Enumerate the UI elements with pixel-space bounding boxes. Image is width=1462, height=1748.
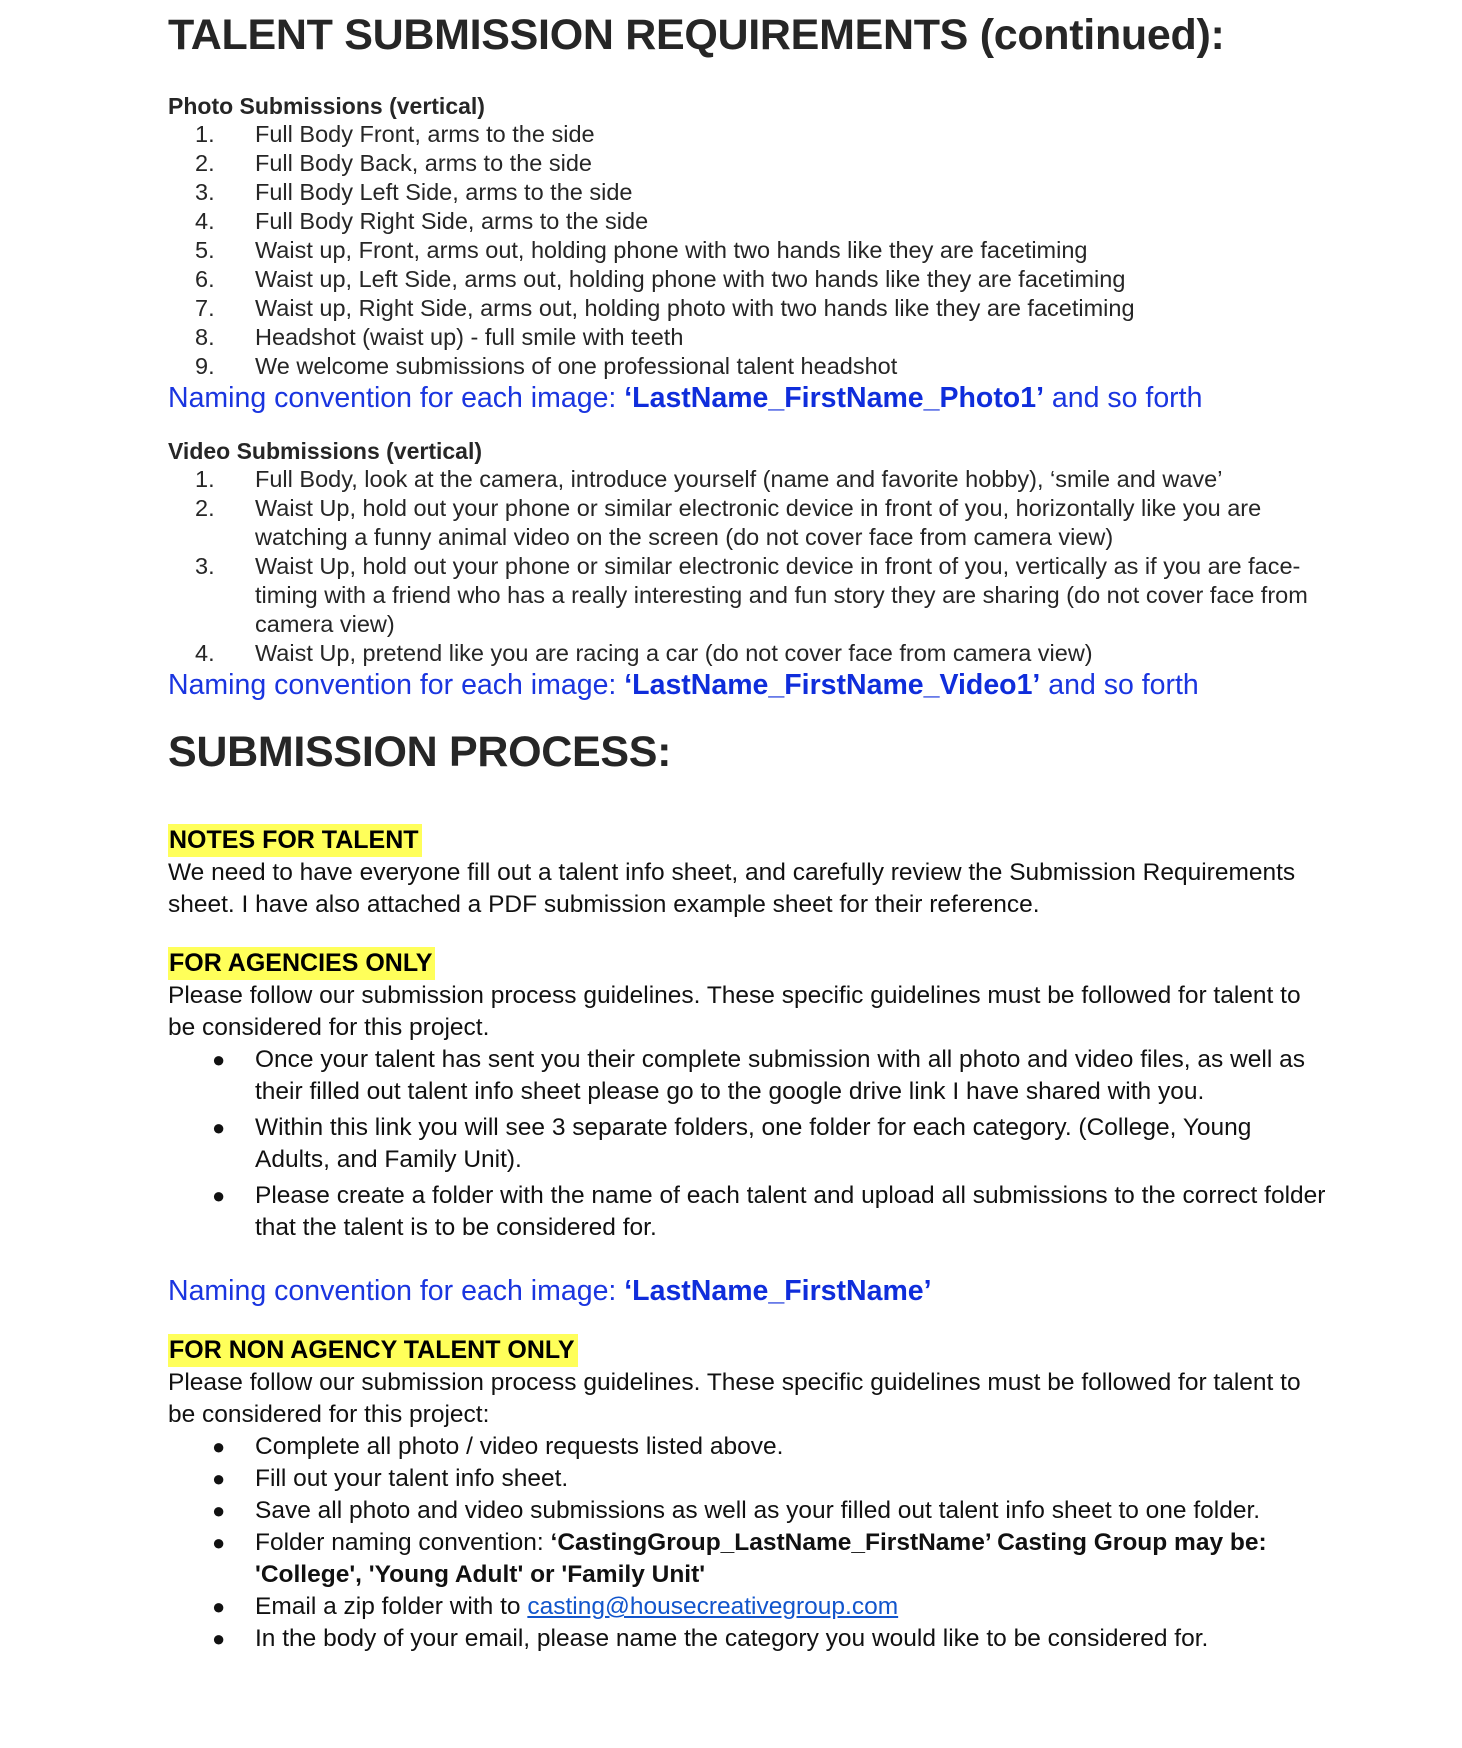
list-item-text: Fill out your talent info sheet. <box>255 1465 569 1492</box>
bullet-icon: ● <box>212 1434 226 1459</box>
list-item-text: Waist Up, hold out your phone or similar electronic device in front of you, vertically as if you are face-timing with a friend who has a really interesting and fun story they are sharing (do not cover face from camera view) <box>255 553 1308 637</box>
list-item-text: Waist Up, hold out your phone or similar electronic device in front of you, horizontally like you are watching a funny animal video on the screen (do not cover face from camera view) <box>255 495 1262 550</box>
list-item-number: 1. <box>195 466 215 492</box>
list-item-number: 4. <box>195 208 215 234</box>
list-item-text: Email a zip folder with to <box>255 1593 528 1620</box>
list-item <box>168 236 1328 265</box>
list-item-number: 2. <box>195 150 215 176</box>
list-item-text: Full Body Left Side, arms to the side <box>255 179 633 205</box>
page-title: TALENT SUBMISSION REQUIREMENTS (continued): <box>168 11 1225 59</box>
submission-process-title: SUBMISSION PROCESS: <box>168 728 672 776</box>
list-item <box>168 265 1328 294</box>
list-item-text: Waist Up, pretend like you are racing a car (do not cover face from camera view) <box>255 640 1093 666</box>
agencies-intro-text: Please follow our submission process guidelines. These specific guidelines must be followed for talent to be considered for this project. <box>168 982 1301 1041</box>
list-item-text: Waist up, Right Side, arms out, holding photo with two hands like they are facetiming <box>255 295 1135 321</box>
bullet-icon: ● <box>212 1498 226 1523</box>
list-item-text: Save all photo and video submissions as well as your filled out talent info sheet to one folder. <box>255 1497 1261 1524</box>
video-naming-convention <box>168 668 1328 702</box>
video-requirements-list <box>168 465 1328 668</box>
naming-label: Naming convention for each image: <box>168 669 625 701</box>
list-item-text: Within this link you will see 3 separate folders, one folder for each category. (College, Young Adults, and Family Unit). <box>255 1114 1252 1173</box>
list-item-number: 9. <box>195 353 215 379</box>
list-item <box>168 552 1328 639</box>
list-item-number: 5. <box>195 237 215 263</box>
bullet-icon: ● <box>212 1530 226 1555</box>
non-agency-talent-label: FOR NON AGENCY TALENT ONLY <box>168 1334 578 1367</box>
list-item-text: Waist up, Left Side, arms out, holding phone with two hands like they are facetiming <box>255 266 1126 292</box>
list-item <box>168 1112 1328 1176</box>
bullet-icon: ● <box>212 1626 226 1651</box>
bullet-icon: ● <box>212 1183 226 1208</box>
list-item-text: We welcome submissions of one professional talent headshot <box>255 353 898 379</box>
list-item-number: 8. <box>195 324 215 350</box>
list-item-number: 2. <box>195 495 215 521</box>
list-item-text: In the body of your email, please name the category you would like to be considered for. <box>255 1625 1209 1652</box>
document-content <box>168 0 1328 1655</box>
naming-suffix: and so forth <box>1040 669 1199 701</box>
list-item-text: Full Body, look at the camera, introduce yourself (name and favorite hobby), ‘smile and wave’ <box>255 466 1223 492</box>
photo-requirements-list <box>168 120 1328 381</box>
list-item <box>168 120 1328 149</box>
naming-value: ‘LastName_FirstName_Photo1’ <box>624 382 1044 414</box>
naming-value: ‘LastName_FirstName_Video1’ <box>624 669 1041 701</box>
naming-label: Naming convention for each image: <box>168 1275 625 1307</box>
list-item-text: Folder naming convention: <box>255 1529 551 1556</box>
list-item <box>168 1044 1328 1108</box>
notes-for-talent-text: We need to have everyone fill out a talent info sheet, and carefully review the Submission Requirements sheet. I have also attached a PDF submission example sheet for their reference. <box>168 859 1296 918</box>
list-item-number: 7. <box>195 295 215 321</box>
agency-steps-list <box>168 1044 1328 1244</box>
list-item-text: Full Body Right Side, arms to the side <box>255 208 649 234</box>
list-item <box>168 207 1328 236</box>
list-item-number: 6. <box>195 266 215 292</box>
list-item-number: 3. <box>195 179 215 205</box>
list-item <box>168 294 1328 323</box>
list-item <box>168 178 1328 207</box>
bullet-icon: ● <box>212 1115 226 1140</box>
list-item-text: Waist up, Front, arms out, holding phone with two hands like they are facetiming <box>255 237 1088 263</box>
list-item <box>168 352 1328 381</box>
email-link[interactable]: casting@housecreativegroup.com <box>527 1593 899 1620</box>
list-item <box>168 1431 1328 1463</box>
agency-naming-convention <box>168 1274 1328 1308</box>
list-item <box>168 1591 1328 1623</box>
list-item-text: Please create a folder with the name of each talent and upload all submissions to the correct folder that the talent is to be considered for. <box>255 1182 1326 1241</box>
list-item <box>168 1495 1328 1527</box>
list-item <box>168 1180 1328 1244</box>
list-item <box>168 465 1328 494</box>
list-item-text: Once your talent has sent you their complete submission with all photo and video files, as well as their filled out talent info sheet please go to the google drive link I have shared with you. <box>255 1046 1305 1105</box>
list-item <box>168 639 1328 668</box>
list-item <box>168 1527 1328 1591</box>
photo-submissions-heading: Photo Submissions (vertical) <box>168 93 485 119</box>
list-item <box>168 494 1328 552</box>
bullet-icon: ● <box>212 1466 226 1491</box>
for-agencies-only-label: FOR AGENCIES ONLY <box>168 947 435 980</box>
video-submissions-heading: Video Submissions (vertical) <box>168 438 483 464</box>
list-item-number: 4. <box>195 640 215 666</box>
naming-label: Naming convention for each image: <box>168 382 625 414</box>
list-item-text: Full Body Front, arms to the side <box>255 121 595 147</box>
bullet-icon: ● <box>212 1047 226 1072</box>
naming-value: ‘LastName_FirstName’ <box>624 1275 932 1307</box>
non-agency-intro-text: Please follow our submission process guidelines. These specific guidelines must be followed for talent to be considered for this project: <box>168 1369 1301 1428</box>
list-item-text: Headshot (waist up) - full smile with teeth <box>255 324 684 350</box>
list-item <box>168 323 1328 352</box>
list-item <box>168 1463 1328 1495</box>
folder-naming-convention: ‘CastingGroup_LastName_FirstName’ Casting Group may be: 'College', 'Young Adult' or 'Family Unit' <box>255 1529 1267 1588</box>
list-item <box>168 1623 1328 1655</box>
non-agency-steps-list <box>168 1431 1328 1655</box>
list-item <box>168 149 1328 178</box>
photo-naming-convention <box>168 381 1328 415</box>
notes-for-talent-label: NOTES FOR TALENT <box>168 824 422 857</box>
bullet-icon: ● <box>212 1594 226 1619</box>
list-item-number: 3. <box>195 553 215 579</box>
naming-suffix: and so forth <box>1044 382 1203 414</box>
list-item-number: 1. <box>195 121 215 147</box>
list-item-text: Complete all photo / video requests listed above. <box>255 1433 784 1460</box>
list-item-text: Full Body Back, arms to the side <box>255 150 592 176</box>
